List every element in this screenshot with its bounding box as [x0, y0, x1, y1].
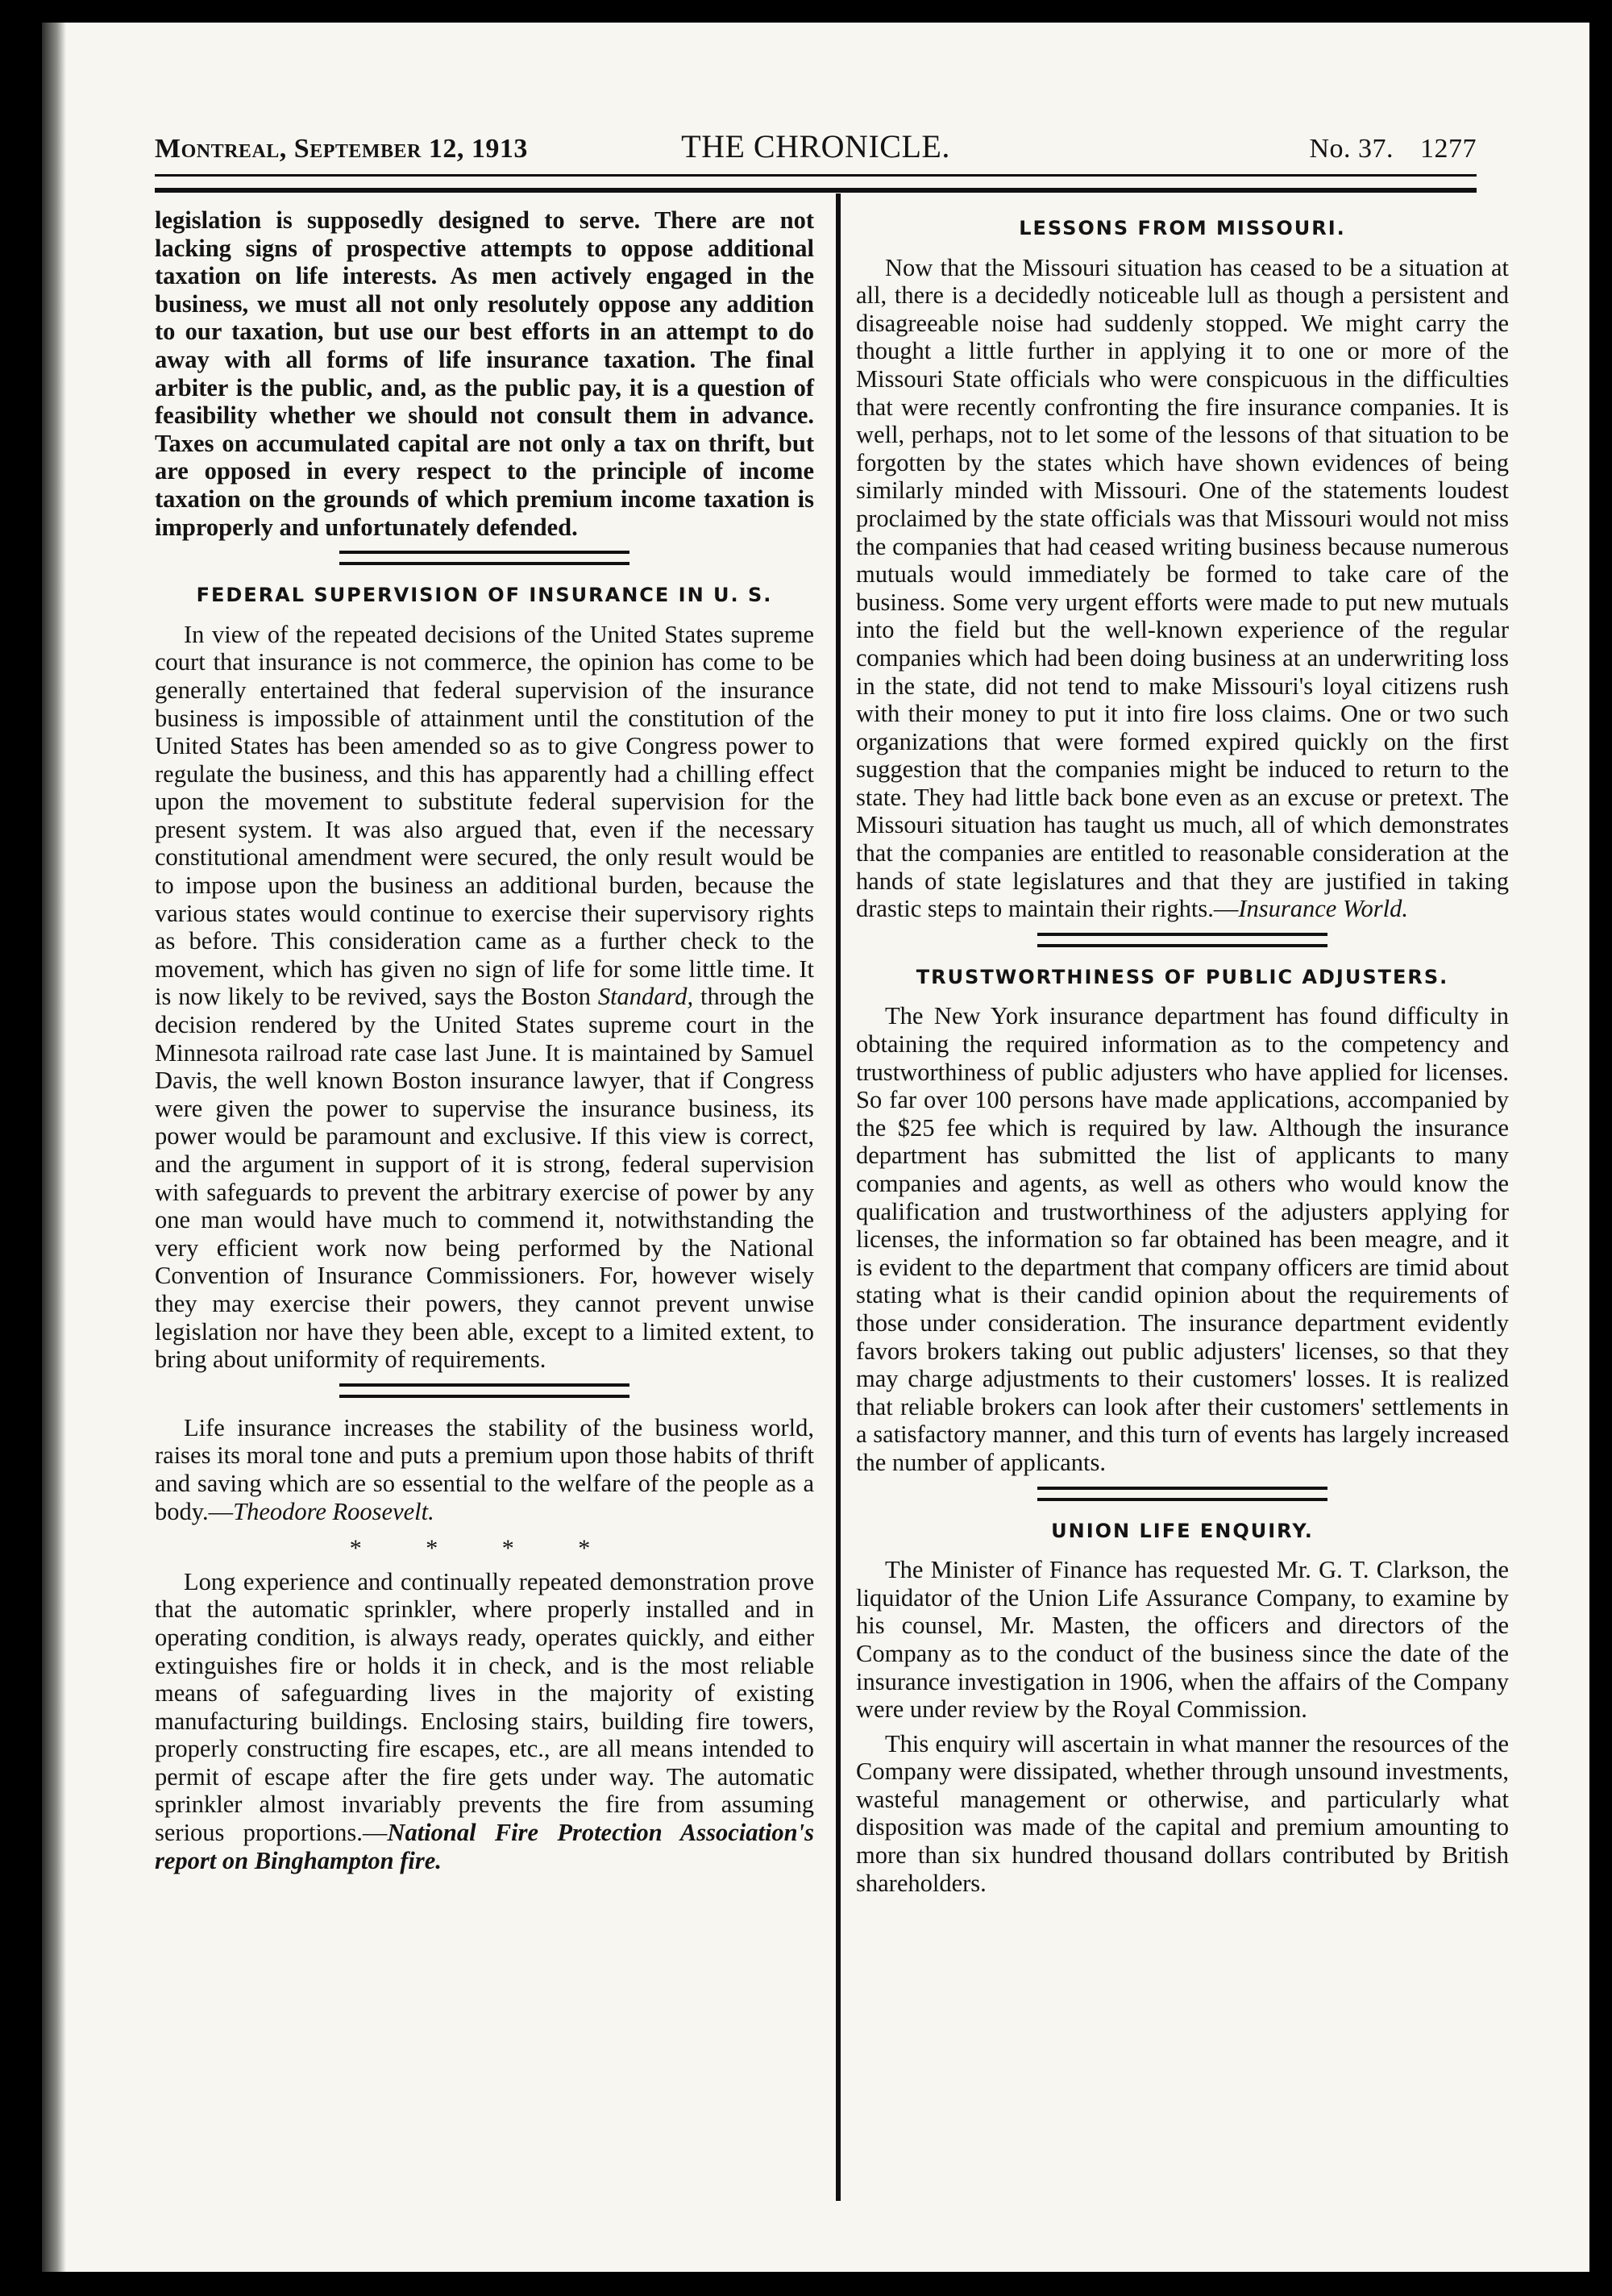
- section-separator: [1037, 933, 1327, 947]
- header-rule: [155, 174, 1477, 193]
- missouri-text: Now that the Missouri situation has ceased to be a situation at all, there is a decidedly noticeable lull as though a persistent and disagreeable noise had suddenly stopped. We might carry the thought a little further in applying it to one or more of the Missouri State officials who were conspicuous in the difficulties that were recently confronting the fire insurance companies. It is well, perhaps, not to let some of the lessons of that situation to be forgotten by the states which have shown evidences of being similarly minded with Missouri. One of the statements loudest proclaimed by the state officials was that Missouri would not miss the companies that had ceased writing business because numerous mutuals would immediately be formed to take care of the business. Some very urgent efforts were made to put new mutuals into the field but the well-known experience of the regular companies which had been doing business at an underwriting loss in the state, did not tend to make Missouri's loyal citizens rush with their money to put it into fire loss claims. One or two such organizations that were formed expired quickly on the first suggestion that the companies might be induced to return to the state. They had little back bone even as an excuse or pretext. The Missouri situation has taught us much, all of which demonstrates that the companies are entitled to reasonable consideration at the hands of state legislatures and that they are justified in taking drastic steps to maintain their rights.—: [856, 253, 1509, 923]
- section-separator: [339, 551, 629, 565]
- union-headline: UNION LIFE ENQUIRY.: [1051, 1519, 1314, 1542]
- missouri-paragraph: [856, 254, 1509, 923]
- sprinkler-text: Long experience and continually repeated demonstration prove that the automatic sprinkler, where properly installed and in operating condition, is always ready, operates quickly, and either extinguishes fire or holds it in check, and is the most reliable means of safeguarding lives in the majority of existing manufacturing buildings. Enclosing stairs, building fire towers, properly constructing fire escapes, etc., are all means intended to permit of escape after the fire gets under way. The automatic sprinkler almost invariably prevents the fire from assuming serious proportions.—: [155, 1567, 814, 1847]
- roosevelt-paragraph: [155, 1414, 814, 1525]
- newspaper-page: [42, 23, 1589, 2272]
- roosevelt-source: Theodore Roosevelt.: [233, 1497, 434, 1525]
- page-number: 1277: [1420, 134, 1477, 164]
- sprinkler-source: National Fire Protection Association's report on Binghampton fire.: [155, 1819, 814, 1874]
- intro-paragraph: legislation is supposedly designed to serve. There are not lacking signs of prospective attempts to oppose additional taxation on life interests. As men actively engaged in the business, we must all not only resolutely oppose any addition to our taxation, but use our best efforts in an attempt to do away with all forms of life insurance taxation. The final arbiter is the public, and, as the public pay, it is a question of feasibility whether we should not consult them in advance. Taxes on accumulated capital are not only a tax on thrift, but are opposed in every respect to the principle of income taxation on the grounds of which premium income taxation is improperly and unfortunately defended.: [155, 206, 814, 541]
- page-number-block: [1309, 134, 1477, 164]
- page-spine-shadow: [42, 23, 66, 2272]
- union-paragraph-1: The Minister of Finance has requested Mr. G. T. Clarkson, the liquidator of the Union Life Assurance Company, to examine by his counsel, Mr. Masten, the officers and directors of the Company as to the conduct of the business since the date of the insurance investigation in 1906, when the affairs of the Company were under review by the Royal Commission.: [856, 1556, 1509, 1724]
- page-header: [155, 127, 1477, 168]
- masthead-title: THE CHRONICLE.: [681, 128, 950, 164]
- federal-source-italic: Standard,: [597, 983, 694, 1011]
- missouri-source: Insurance World.: [1238, 895, 1409, 923]
- federal-paragraph: [155, 621, 814, 1374]
- star-separator: * * * *: [349, 1535, 620, 1562]
- right-column: [856, 206, 1509, 1903]
- section-separator: [339, 1383, 629, 1398]
- dateline: Montreal, September 12, 1913: [155, 134, 528, 164]
- federal-text-2: through the decision rendered by the United States supreme court in the Minnesota railroad rate case last June. It is maintained by Samuel Davis, the well known Boston insurance lawyer, that if Congress were given the power to supervise the insurance business, its power would be paramount and exclusive. If this view is correct, and the argument in support of it is strong, federal supervision with safeguards to prevent the arbitrary exercise of power by any one man would have much to commend it, notwithstanding the very efficient work now being performed by the National Convention of Insurance Commissioners. For, however wisely they may exercise their powers, they cannot prevent unwise legislation nor have they been able, except to a limited extent, to bring about uniformity of requirements.: [155, 983, 815, 1374]
- sprinkler-paragraph: [155, 1568, 814, 1875]
- column-divider: [836, 193, 841, 2201]
- section-separator: [1037, 1487, 1327, 1501]
- missouri-headline: LESSONS FROM MISSOURI.: [1019, 217, 1346, 239]
- union-paragraph-2: This enquiry will ascertain in what manner the resources of the Company were dissipated, whether through unsound investments, wasteful management or otherwise, and particularly what disposition was made of the capital and premium amounting to more than six hundred thousand dollars contributed by British shareholders.: [856, 1729, 1509, 1897]
- roosevelt-quote: Life insurance increases the stability of the business world, raises its moral tone and puts a premium upon those habits of thrift and saving which are so essential to the welfare of the people as a body.—: [155, 1413, 814, 1525]
- adjusters-headline: TRUSTWORTHINESS OF PUBLIC ADJUSTERS.: [916, 965, 1449, 988]
- federal-text-1: In view of the repeated decisions of the United States supreme court that insurance is not commerce, the opinion has come to be generally entertained that federal supervision of the insurance business is impossible of attainment until the constitution of the United States has been amended so as to give Congress power to regulate the business, and this has apparently had a chilling effect upon the movement to substitute federal supervision for the present system. It was also argued that, even if the necessary constitutional amendment were secured, the only result would be to impose upon the business an additional burden, because the various states would continue to exercise their supervisory rights as before. This consideration came as a further check to the movement, which has given no sign of life for some little time. It is now likely to be revived, says the Boston: [155, 620, 814, 1011]
- issue-number: No. 37.: [1309, 134, 1394, 164]
- federal-headline: FEDERAL SUPERVISION OF INSURANCE IN U. S.: [196, 584, 773, 607]
- left-column: [155, 206, 814, 1881]
- adjusters-paragraph: The New York insurance department has found difficulty in obtaining the required information as to the competency and trustworthiness of public adjusters who have applied for licenses. So far over 100 persons have made applications, accompanied by the $25 fee which is required by law. Although the insurance department has submitted the list of applicants to many companies and agents, as well as others who would know the qualification and trustworthiness of the adjusters applying for licenses, the information so far obtained has been meagre, and it is evident to the department that company officers are timid about stating what is their candid opinion about the requirements of those under consideration. The insurance department evidently favors brokers taking out public adjusters' licenses, so that they may charge adjustments to their customers' losses. It is realized that reliable brokers can look after their customers' settlements in a satisfactory manner, and this turn of events has largely increased the number of applicants.: [856, 1002, 1509, 1476]
